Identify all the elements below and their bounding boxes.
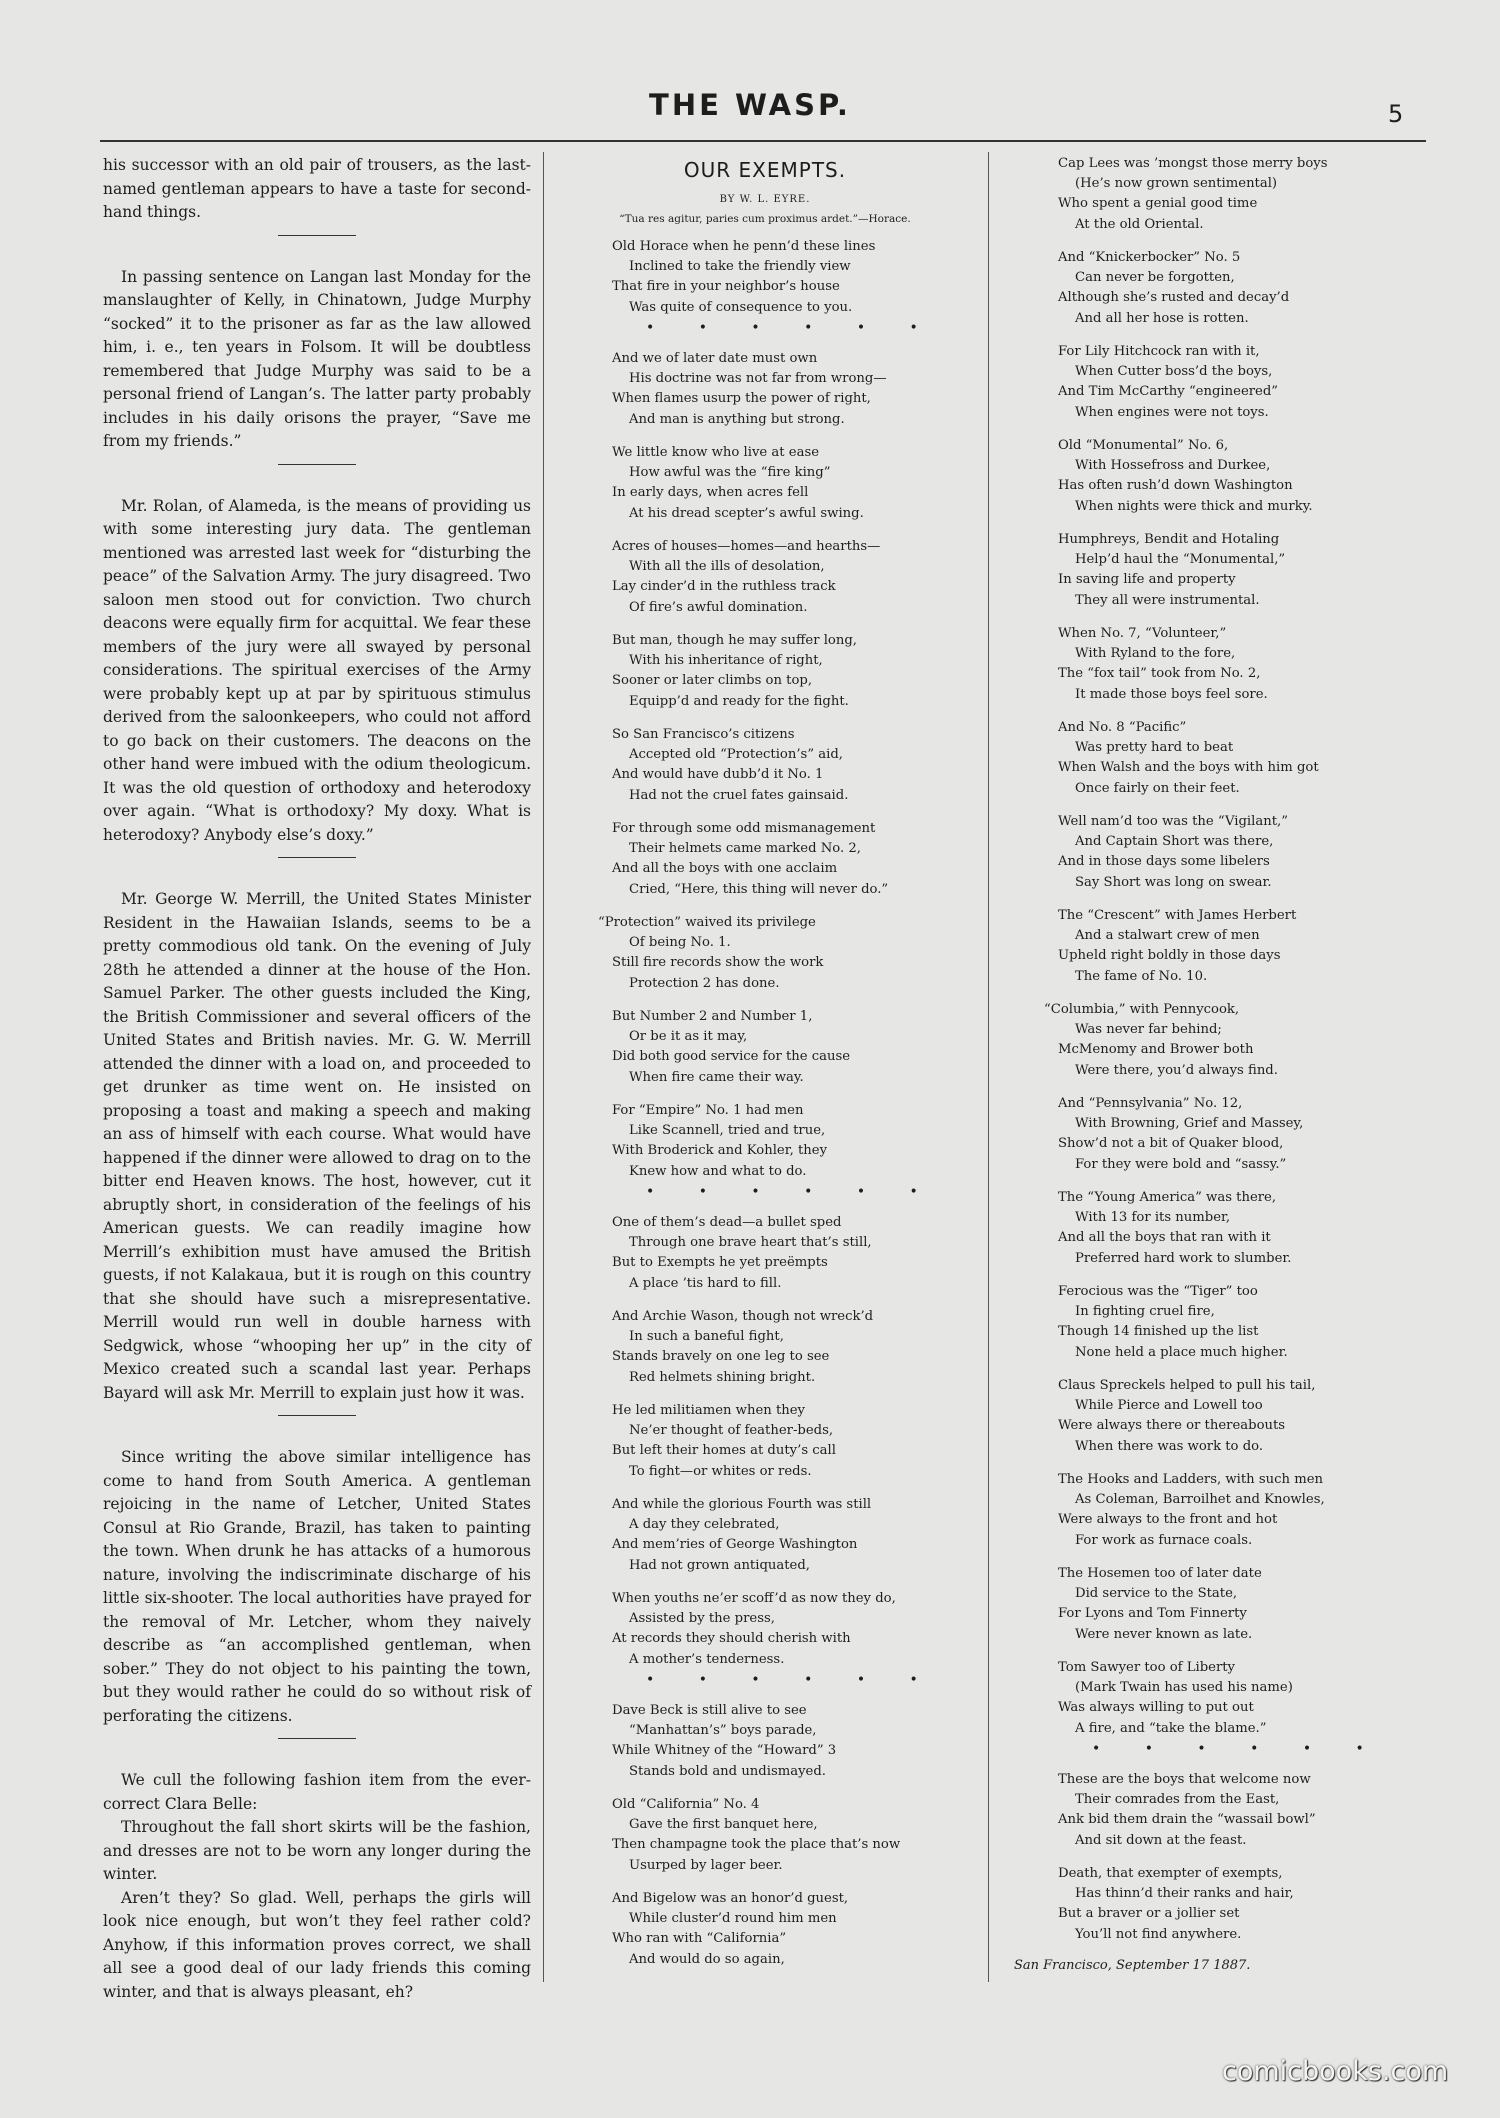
editorial-column (103, 154, 531, 2001)
poem-line: While Pierce and Lowell too (1075, 1398, 1263, 1414)
poem-line: For Lyons and Tom Finnerty (1058, 1606, 1247, 1622)
poem-stanza (560, 1495, 970, 1576)
poem-line: With Browning, Grief and Massey, (1075, 1116, 1304, 1132)
poem-line: You’ll not find anywhere. (1075, 1926, 1242, 1942)
page-number: 5 (1388, 100, 1404, 128)
poem-line: Tom Sawyer too of Liberty (1058, 1660, 1235, 1675)
poem-line: Say Short was long on swear. (1075, 874, 1272, 890)
poem-line: A fire, and “take the blame.” (1075, 1720, 1267, 1736)
poem-line: As Coleman, Barroilhet and Knowles, (1075, 1492, 1325, 1508)
poem-stanza (560, 1401, 970, 1482)
poem-line: Ne’er thought of feather-beds, (629, 1423, 834, 1439)
poem-line: Had not the cruel fates gainsaid. (629, 787, 849, 803)
poem-column-2 (1000, 154, 1426, 1994)
poem-line: For through some odd mismanagement (612, 821, 876, 836)
poem-stanza (560, 349, 970, 430)
poem-line: And Bigelow was an honor’d guest, (612, 1891, 849, 1906)
poem-stanza (560, 819, 970, 900)
masthead-title: THE WASP. (649, 88, 851, 122)
poem-line: One of them’s dead—a bullet sped (612, 1215, 842, 1230)
poem-line: Show’d not a bit of Quaker blood, (1058, 1136, 1284, 1152)
section-break-dots: • • • • • • (646, 319, 938, 336)
poem-line: That fire in your neighbor’s house (612, 279, 840, 295)
poem-stanza (560, 1307, 970, 1388)
poem-line: Though 14 finished up the list (1058, 1324, 1259, 1340)
poem-line: None held a place much higher. (1075, 1344, 1288, 1360)
poem-line: When Cutter boss’d the boys, (1075, 364, 1273, 380)
poem-line: Dave Beck is still alive to see (612, 1703, 807, 1718)
poem-stanza (1000, 1000, 1426, 1081)
poem-line: While cluster’d round him men (629, 1911, 837, 1927)
poem-epigraph: “Tua res agitur, paries cum proximus ardet.”—Horace. (619, 213, 911, 225)
poem-line: For work as furnace coals. (1075, 1532, 1253, 1548)
poem-line: At his dread scepter’s awful swing. (629, 505, 864, 521)
poem-stanza (1000, 1282, 1426, 1363)
poem-line: When Walsh and the boys with him got (1058, 760, 1319, 776)
poem-line: Of fire’s awful domination. (629, 599, 808, 615)
poem-line: Ferocious was the “Tiger” too (1058, 1284, 1258, 1299)
poem-line: When nights were thick and murky. (1075, 498, 1313, 514)
poem-line: Was pretty hard to beat (1075, 740, 1234, 756)
poem-stanza (1000, 342, 1426, 423)
column-rule-2 (988, 152, 989, 1982)
poem-line: And we of later date must own (612, 351, 818, 366)
poem-line: With 13 for its number, (1075, 1210, 1231, 1226)
poem-line: Then champagne took the place that’s now (612, 1837, 901, 1853)
poem-column-1 (560, 154, 970, 1989)
poem-stanza (1000, 1864, 1426, 1945)
poem-line: (Mark Twain has used his name) (1075, 1680, 1293, 1696)
paragraph: In passing sentence on Langan last Monday for the manslaughter of Kelly, in Chinatown, Judge Murphy “socked” it to the prisoner as far as the law allowed him, i. e., ten years in Folsom. It will be doubtless remembered that Judge Murphy was said to be a personal friend of Langan’s. The latter party probably includes in his daily orisons the prayer, “Save me from my friends.” (103, 267, 531, 450)
poem-line: For “Empire” No. 1 had men (612, 1103, 804, 1118)
poem-stanza (560, 237, 970, 336)
poem-line: Inclined to take the friendly view (629, 259, 851, 275)
poem-line: Old “California” No. 4 (612, 1797, 760, 1812)
poem-line: But left their homes at duty’s call (612, 1443, 836, 1459)
poem-line: Had not grown antiquated, (629, 1557, 810, 1573)
poem-stanzas-2 (1000, 154, 1426, 1945)
poem-line: These are the boys that welcome now (1058, 1772, 1311, 1787)
poem-line: And man is anything but strong. (629, 411, 845, 427)
poem-stanza (560, 1213, 970, 1294)
poem-line: A day they celebrated, (629, 1517, 780, 1533)
paragraph: his successor with an old pair of trousers, as the last-named gentleman appears to have a taste for second-hand things. (103, 156, 531, 221)
poem-line: (He’s now grown sentimental) (1075, 176, 1278, 192)
poem-line: “Columbia,” with Pennycook, (1044, 1002, 1240, 1017)
poem-line: Help’d haul the “Monumental,” (1075, 552, 1286, 568)
poem-line: Assisted by the press, (629, 1611, 775, 1627)
poem-line: In fighting cruel fire, (1075, 1304, 1215, 1320)
poem-line: When fire came their way. (629, 1069, 804, 1085)
poem-line: Humphreys, Bendit and Hotaling (1058, 532, 1280, 547)
poem-stanza (560, 1795, 970, 1876)
poem-stanza (560, 1101, 970, 1200)
poem-line: He led militiamen when they (612, 1403, 806, 1418)
poem-stanza (1000, 154, 1426, 235)
poem-line: And would have dubb’d it No. 1 (612, 767, 824, 783)
poem-line: When youths ne’er scoff’d as now they do, (612, 1591, 896, 1606)
poem-title: OUR EXEMPTS. (683, 158, 847, 182)
section-separator (278, 464, 356, 465)
poem-line: In early days, when acres fell (612, 485, 809, 501)
poem-line: Were never known as late. (1075, 1626, 1253, 1642)
poem-line: For they were bold and “sassy.” (1075, 1156, 1287, 1172)
section-separator (278, 1738, 356, 1739)
poem-line: With all the ills of desolation, (629, 559, 825, 575)
poem-line: The “Crescent” with James Herbert (1058, 908, 1297, 923)
poem-stanza (560, 537, 970, 618)
poem-line: Their comrades from the East, (1075, 1792, 1280, 1808)
poem-stanza (1000, 1564, 1426, 1645)
poem-line: Death, that exempter of exempts, (1058, 1866, 1283, 1881)
poem-stanza (560, 1889, 970, 1970)
poem-line: Were there, you’d always find. (1075, 1062, 1278, 1078)
poem-line: With Ryland to the fore, (1075, 646, 1236, 662)
poem-line: In saving life and property (1058, 572, 1236, 588)
poem-line: And Tim McCarthy “engineered” (1058, 384, 1279, 400)
poem-line: Knew how and what to do. (629, 1163, 807, 1179)
poem-line: Still fire records show the work (612, 955, 824, 971)
poem-line: Red helmets shining bright. (629, 1369, 816, 1385)
poem-line: And Captain Short was there, (1075, 834, 1274, 850)
poem-line: Were always to the front and hot (1058, 1512, 1278, 1528)
poem-line: Has thinn’d their ranks and hair, (1075, 1886, 1294, 1902)
poem-stanza (1000, 1094, 1426, 1175)
poem-line: And in those days some libelers (1058, 854, 1270, 870)
poem-line: Did service to the State, (1075, 1586, 1238, 1602)
poem-line: “Protection” waived its privilege (598, 915, 816, 930)
poem-line: To fight—or whites or reds. (629, 1463, 812, 1479)
poem-line: When No. 7, “Volunteer,” (1058, 626, 1227, 641)
poem-line: And sit down at the feast. (1075, 1832, 1247, 1848)
section-break-dots: • • • • • • (646, 1671, 938, 1688)
poem-line: Old Horace when he penn’d these lines (612, 239, 876, 254)
section-break-dots: • • • • • • (646, 1183, 938, 1200)
poem-stanza (1000, 436, 1426, 517)
poem-line: Like Scannell, tried and true, (629, 1123, 826, 1139)
poem-line: And while the glorious Fourth was still (612, 1497, 872, 1512)
poem-line: Accepted old “Protection’s” aid, (629, 747, 843, 763)
poem-stanza (1000, 1658, 1426, 1757)
poem-stanza (1000, 1188, 1426, 1269)
poem-line: How awful was the “fire king” (629, 465, 831, 481)
poem-line: Old “Monumental” No. 6, (1058, 438, 1229, 453)
poem-line: But man, though he may suffer long, (612, 633, 857, 648)
poem-stanza (1000, 530, 1426, 611)
section-separator (278, 235, 356, 236)
poem-line: When engines were not toys. (1075, 404, 1269, 420)
poem-stanza (1000, 718, 1426, 799)
poem-line: Preferred hard work to slumber. (1075, 1250, 1292, 1266)
poem-line: When flames usurp the power of right, (612, 391, 871, 407)
poem-line: Protection 2 has done. (629, 975, 780, 991)
poem-line: But to Exempts he yet preëmpts (612, 1255, 828, 1271)
poem-line: We little know who live at ease (612, 445, 820, 460)
poem-signoff: San Francisco, September 17 1887. (1014, 1958, 1251, 1973)
paragraph: Mr. Rolan, of Alameda, is the means of providing us with some interesting jury data. The gentleman mentioned was arrested last week for “disturbing the peace” of the Salvation Army. The jury disagreed. Two saloon men stood out for conviction. Two church deacons were equally firm for acquittal. We fear these members of the jury were all swayed by personal considerations. The spiritual exercises of the Army were probably kept up at par by spirituous stimulus derived from the saloonkeepers, who could not afford to go back on their customers. The deacons on the other hand were imbued with the odium theologicum. It was the old question of orthodoxy and heterodoxy over again. “What is orthodoxy? My doxy. What is heterodoxy? Anybody else’s doxy.” (103, 496, 531, 844)
poem-line: Or be it as it may, (629, 1029, 748, 1045)
paragraph: Since writing the above similar intelligence has come to hand from South America. A gentleman rejoicing in the name of Letcher, United States Consul at Rio Grande, Brazil, has taken to painting the town. When drunk he has attacks of a humorous nature, involving the indiscriminate discharge of his little six-shooter. The local authorities have prayed for the removal of Mr. Letcher, whom they naively describe as “an accomplished gentleman, when sober.” They do not object to his painting the town, but they would rather he could do so without risk of perforating the citizens. (103, 1448, 531, 1725)
section-separator (278, 857, 356, 858)
poem-stanza (560, 1701, 970, 1782)
poem-line: Sooner or later climbs on top, (612, 673, 813, 689)
poem-line: Upheld right boldly in those days (1058, 948, 1281, 964)
poem-line: Claus Spreckels helped to pull his tail, (1058, 1378, 1316, 1393)
poem-stanzas-1 (560, 237, 970, 1970)
poem-line: McMenomy and Brower both (1058, 1042, 1254, 1058)
poem-line: And a stalwart crew of men (1075, 928, 1260, 944)
poem-line: Well nam’d too was the “Vigilant,” (1058, 814, 1288, 829)
poem-line: Although she’s rusted and decay’d (1058, 290, 1290, 306)
poem-line: And “Knickerbocker” No. 5 (1058, 250, 1241, 265)
poem-line: His doctrine was not far from wrong— (629, 371, 887, 387)
poem-stanza (1000, 1470, 1426, 1551)
poem-line: Who ran with “California” (612, 1931, 787, 1947)
poem-stanza (1000, 624, 1426, 705)
poem-line: The “fox tail” took from No. 2, (1058, 666, 1261, 682)
poem-line: With his inheritance of right, (629, 653, 823, 669)
poem-line: Was always willing to put out (1058, 1700, 1254, 1716)
watermark: comicbooks.com (1222, 2056, 1449, 2087)
poem-line: At the old Oriental. (1075, 216, 1204, 232)
poem-line: And No. 8 “Pacific” (1058, 720, 1187, 735)
poem-line: Were always there or thereabouts (1058, 1418, 1286, 1434)
poem-line: Once fairly on their feet. (1075, 780, 1240, 796)
poem-line: Who spent a genial good time (1058, 196, 1258, 212)
poem-line: And Archie Wason, though not wreck’d (612, 1309, 874, 1324)
poem-stanza (560, 913, 970, 994)
poem-line: Was quite of consequence to you. (629, 299, 853, 315)
paragraph: We cull the following fashion item from the ever-correct Clara Belle: (103, 1771, 531, 1813)
poem-stanza (1000, 1770, 1426, 1851)
poem-line: Did both good service for the cause (612, 1049, 851, 1065)
header-rule (100, 140, 1426, 142)
poem-line: Equipp’d and ready for the fight. (629, 693, 849, 709)
poem-line: Lay cinder’d in the ruthless track (612, 579, 836, 595)
poem-line: And would do so again, (629, 1951, 785, 1967)
poem-line: At records they should cherish with (612, 1631, 851, 1647)
poem-line: Ank bid them drain the “wassail bowl” (1058, 1812, 1316, 1828)
poem-line: Cried, “Here, this thing will never do.” (629, 881, 889, 897)
poem-line: And all the boys that ran with it (1058, 1230, 1271, 1246)
poem-line: In such a baneful fight, (629, 1329, 784, 1345)
poem-line: A mother’s tenderness. (629, 1651, 785, 1667)
poem-line: Has often rush’d down Washington (1058, 478, 1293, 494)
poem-line: And mem’ries of George Washington (612, 1537, 858, 1553)
poem-line: With Broderick and Kohler, they (612, 1143, 828, 1159)
poem-line: And all the boys with one acclaim (612, 861, 838, 877)
poem-line: Acres of houses—homes—and hearths— (612, 539, 881, 554)
column-rule-1 (543, 152, 544, 1982)
poem-line: A place ’tis hard to fill. (629, 1275, 782, 1291)
poem-line: For Lily Hitchcock ran with it, (1058, 344, 1260, 359)
poem-line: And “Pennsylvania” No. 12, (1058, 1096, 1243, 1111)
poem-line: Of being No. 1. (629, 935, 731, 951)
section-separator (278, 1415, 356, 1416)
poem-line: Can never be forgotten, (1075, 270, 1235, 286)
poem-line: The Hooks and Ladders, with such men (1058, 1472, 1323, 1487)
poem-line: The Hosemen too of later date (1058, 1566, 1262, 1581)
poem-line: Cap Lees was ’mongst those merry boys (1058, 156, 1328, 171)
quoted-item: Throughout the fall short skirts will be the fashion, and dresses are not to be worn any longer during the winter. (103, 1818, 531, 1883)
poem-stanza (1000, 248, 1426, 329)
poem-line: Was never far behind; (1075, 1022, 1222, 1038)
poem-line: Stands bold and undismayed. (629, 1763, 826, 1779)
poem-line: “Manhattan’s” boys parade, (629, 1723, 817, 1739)
poem-line: Usurped by lager beer. (629, 1857, 783, 1873)
poem-stanza (560, 725, 970, 806)
paragraph: Aren’t they? So glad. Well, perhaps the girls will look nice enough, but won’t they feel rather cold? Anyhow, if this information proves correct, we shall all see a good deal of our lady friends this coming winter, and that is always pleasant, eh? (103, 1888, 531, 2001)
poem-line: Stands bravely on one leg to see (612, 1349, 830, 1365)
poem-line: But a braver or a jollier set (1058, 1906, 1240, 1922)
poem-stanza (560, 1589, 970, 1688)
poem-line: The fame of No. 10. (1075, 968, 1208, 984)
poem-line: It made those boys feel sore. (1075, 686, 1268, 702)
poem-stanza (560, 443, 970, 524)
poem-stanza (1000, 906, 1426, 987)
poem-line: And all her hose is rotten. (1075, 310, 1249, 326)
poem-stanza (560, 631, 970, 712)
paragraph: Mr. George W. Merrill, the United States Minister Resident in the Hawaiian Islands, seems to be a pretty commodious old tank. On the evening of July 28th he attended a dinner at the house of the Hon. Samuel Parker. The other guests included the King, the British Commissioner and several officers of the United States and British navies. Mr. G. W. Merrill attended the dinner with a load on, and proceeded to get drunker as time went on. He insisted on proposing a toast and making a speech and making an ass of himself with each course. What would have happened if the dinner were allowed to drag on to the bitter end Heaven knows. The host, however, cut it abruptly short, in consideration of the feelings of his American guests. We can readily imagine how Merrill’s exhibition must have amused the British guests, if not Kalakaua, but it is rough on this country that she should have such a misrepresentative. Merrill would run well in double harness with Sedgwick, whose “whooping her up” in the city of Mexico created such a scandal last year. Perhaps Bayard will ask Mr. Merrill to explain just how it was. (103, 890, 531, 1402)
poem-line: The “Young America” was there, (1058, 1190, 1277, 1205)
section-break-dots: • • • • • • (1092, 1740, 1384, 1757)
poem-line: Gave the first banquet here, (629, 1817, 818, 1833)
poem-line: They all were instrumental. (1075, 592, 1260, 608)
poem-stanza (1000, 1376, 1426, 1457)
poem-line: So San Francisco’s citizens (612, 727, 795, 742)
poem-line: When there was work to do. (1075, 1438, 1264, 1454)
poem-line: But Number 2 and Number 1, (612, 1009, 813, 1024)
poem-line: Their helmets came marked No. 2, (629, 841, 861, 857)
poem-stanza (1000, 812, 1426, 893)
poem-line: Through one brave heart that’s still, (629, 1235, 872, 1251)
poem-stanza (560, 1007, 970, 1088)
poem-line: With Hossefross and Durkee, (1075, 458, 1271, 474)
poem-byline: BY W. L. EYRE. (719, 194, 811, 205)
poem-line: While Whitney of the “Howard” 3 (612, 1743, 837, 1759)
